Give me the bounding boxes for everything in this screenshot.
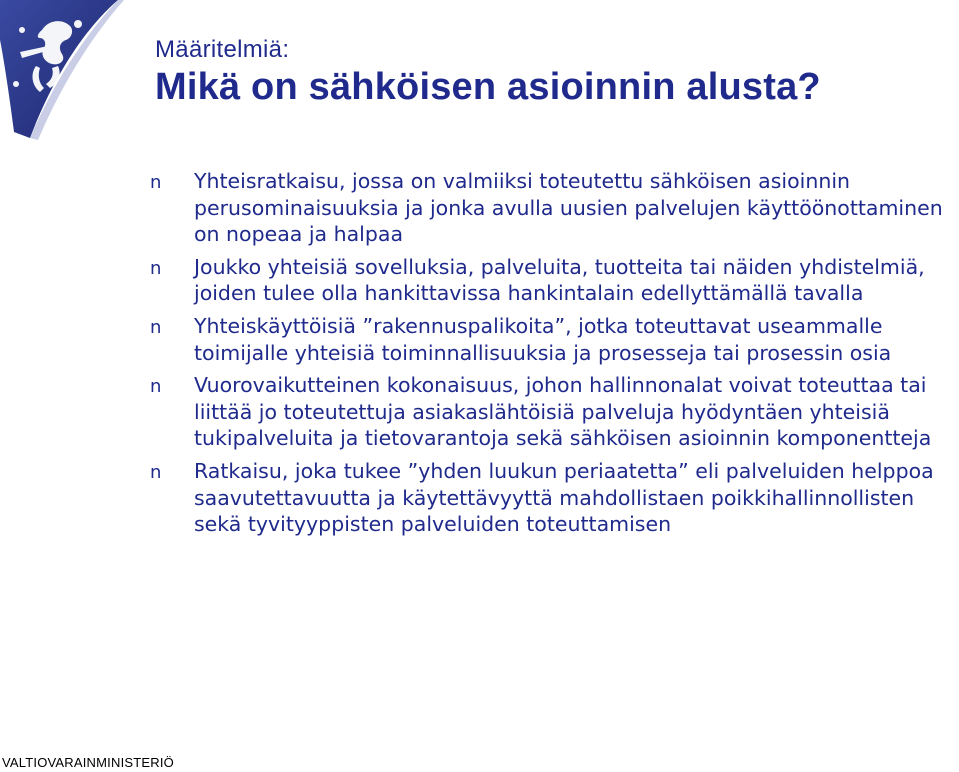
page-subtitle: Määritelmiä: bbox=[155, 36, 290, 63]
bullet-text: Yhteisratkaisu, jossa on valmiiksi toteutettu sähköisen asioinnin perusominaisuuksia ja jonka avulla uusien palvelujen käyttöönottaminen on nopeaa ja halpaa bbox=[194, 169, 943, 247]
list-item bbox=[150, 168, 955, 248]
list-item bbox=[150, 458, 955, 538]
page-title: Mikä on sähköisen asioinnin alusta? bbox=[155, 66, 821, 108]
list-item bbox=[150, 372, 955, 452]
footer-ministry-name: VALTIOVARAINMINISTERIÖ bbox=[2, 755, 174, 770]
bullet-text: Yhteiskäyttöisiä ”rakennuspalikoita”, jotka toteuttavat useammalle toimijalle yhteisiä toiminnallisuuksia ja prosesseja tai prosessin osia bbox=[194, 313, 892, 365]
definition-list bbox=[150, 168, 955, 544]
list-item bbox=[150, 313, 955, 366]
bullet-marker: n bbox=[150, 316, 162, 338]
bullet-marker: n bbox=[150, 172, 162, 193]
bullet-text: Joukko yhteisiä sovelluksia, palveluita, tuotteita tai näiden yhdistelmiä, joiden tulee olla hankittavissa hankintalain edellyttämällä tavalla bbox=[194, 254, 925, 306]
bullet-text: Vuorovaikutteinen kokonaisuus, johon hallinnonalat voivat toteuttaa tai liittää jo toteutettuja asiakaslähtöisiä palveluja hyödyntäen yhteisiä tukipalveluita ja tietovarantoja sekä sähköisen asioinnin komponentteja bbox=[194, 373, 932, 451]
ministry-logo bbox=[0, 0, 135, 140]
finnish-lion-crest-icon bbox=[0, 0, 135, 140]
list-item bbox=[150, 254, 955, 307]
bullet-marker: n bbox=[150, 461, 162, 483]
bullet-marker: n bbox=[150, 257, 162, 279]
bullet-text: Ratkaisu, joka tukee ”yhden luukun periaatetta” eli palveluiden helppoa saavutettavuutta ja käytettävyyttä mahdollistaen poikkihallinnollisten sekä tyvityyppisten palveluiden toteuttamisen bbox=[194, 458, 934, 537]
bullet-marker: n bbox=[150, 376, 162, 398]
